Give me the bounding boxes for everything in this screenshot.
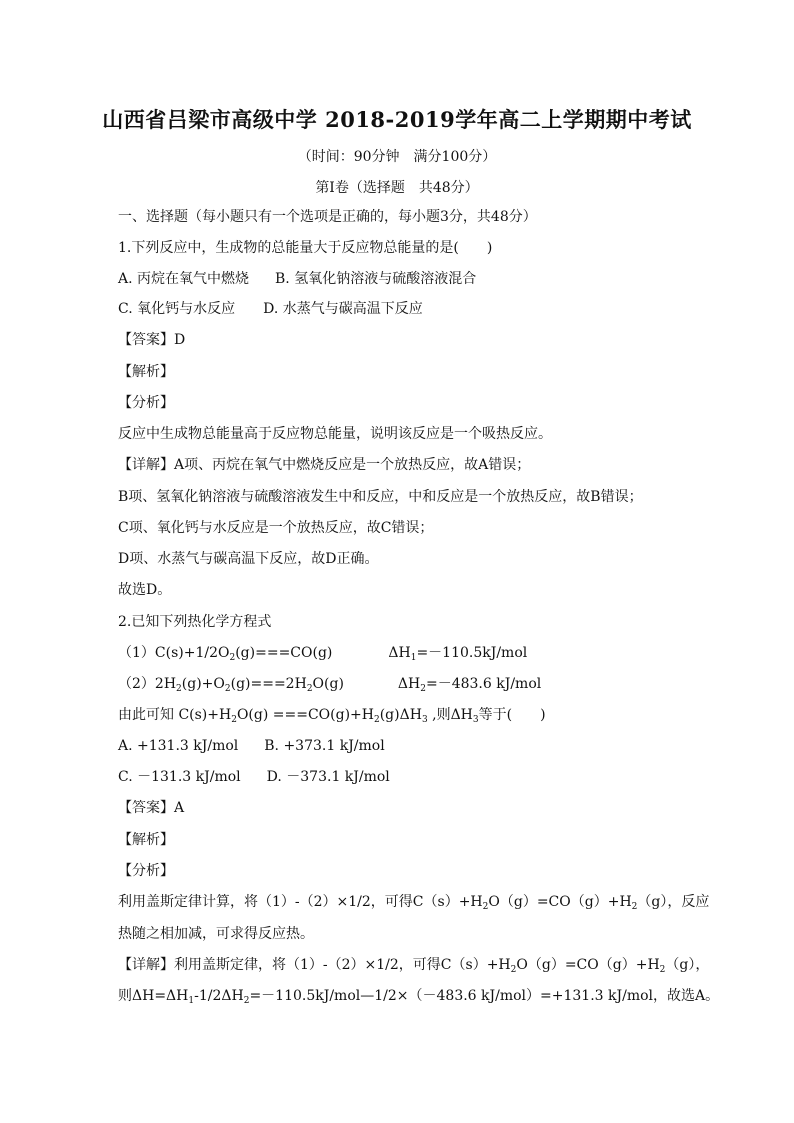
detail-text: O（g）=CO（g）+H [516,957,660,973]
time-info: （时间：90分钟 满分100分） [297,149,497,165]
question-text: ,则ΔH [427,707,473,723]
q1-stem: 1.下列反应中，生成物的总能量大于反应物总能量的是( ) [118,240,493,256]
q2-option-d: D. －373.1 kJ/mol [266,769,390,785]
subscript: 2 [243,996,250,1006]
analysis-text: （g），反应 [637,894,710,910]
subscript: 2 [482,902,489,912]
q1-conclusion: 故选D。 [118,582,172,598]
q2-jiexi-label: 【解析】 [118,832,174,848]
q2-option-c: C. －131.3 kJ/mol [118,769,241,785]
q1-option-c: C. 氧化钙与水反应 [118,301,236,317]
question-text: 由此可知 C(s)+H [118,707,232,723]
section-heading: 一、选择题（每小题只有一个选项是正确的，每小题3分，共48分） [118,209,537,225]
q1-detail-a: 【详解】A项、丙烷在氧气中燃烧反应是一个放热反应，故A错误； [118,457,531,473]
q2-analysis-line-1 [118,892,709,912]
equation-1-value: =－110.5kJ/mol [416,645,528,661]
q1-jiexi-label: 【解析】 [118,364,174,380]
question-text: (g)ΔH [379,707,422,723]
subscript: 1 [188,996,195,1006]
detail-text: 则ΔH=ΔH [118,988,189,1004]
subscript: 2 [176,684,182,694]
detail-text: 【详解】利用盖斯定律，将（1）-（2）×1/2，可得C（s）+H [118,957,511,973]
subscript: 2 [229,653,236,663]
q1-fenxi-label: 【分析】 [118,395,174,411]
q1-options-ab [118,269,476,289]
question-text: 等于( ) [478,707,546,723]
delta-h-symbol: ΔH [397,676,421,692]
q1-detail-b: B项、氢氧化钠溶液与硫酸溶液发生中和反应，中和反应是一个放热反应，故B错误； [118,489,643,505]
subscript: 2 [631,902,638,912]
detail-text: =－110.5kJ/mol—1/2×（－483.6 kJ/mol）=+131.3 kJ/mol，故选A。 [249,988,720,1004]
q2-option-b: B. +373.1 kJ/mol [264,738,385,754]
q1-detail-c: C项、氧化钙与水反应是一个放热反应，故C错误； [118,520,434,536]
q1-option-d: D. 水蒸气与碳高温下反应 [263,301,423,317]
equation-2-text: O(g) [312,676,344,692]
analysis-text: 利用盖斯定律计算，将（1）-（2）×1/2，可得C（s）+H [118,894,483,910]
detail-text: -1/2ΔH [194,988,244,1004]
equation-1-text: C(s)+1/2O [154,645,230,661]
subscript: 2 [510,965,517,975]
q1-detail-d: D项、水蒸气与碳高温下反应，故D正确。 [118,551,379,567]
delta-h-symbol: ΔH [388,645,411,661]
equation-1-text: (g)===CO(g) [235,645,333,661]
q1-option-a: A. 丙烷在氧气中燃烧 [118,271,250,287]
subscript: 2 [224,684,231,694]
q2-detail-line-2 [118,986,719,1006]
equation-2-text: 2H [154,676,177,692]
q2-detail-line-1 [118,955,709,975]
subscript: 3 [421,715,428,725]
q1-option-b: B. 氢氧化钠溶液与硫酸溶液混合 [275,271,477,287]
equation-2-text: (g)===2H [230,676,307,692]
q2-options-ab [118,736,385,756]
question-text: O(g) ===CO(g)+H [236,707,374,723]
analysis-text: O（g）=CO（g）+H [488,894,632,910]
q2-option-a: A. +131.3 kJ/mol [118,738,239,754]
q2-options-cd [118,767,390,787]
equation-2-value: =－483.6 kJ/mol [425,676,542,692]
q1-analysis: 反应中生成物总能量高于反应物总能量，说明该反应是一个吸热反应。 [118,426,552,442]
q2-stem: 2.已知下列热化学方程式 [118,614,272,630]
subscript: 2 [231,715,237,725]
q2-question [118,705,546,725]
subscript: 2 [306,684,313,694]
q2-answer: 【答案】A [118,800,185,816]
equation-2-text: (g)+O [181,676,225,692]
equation-2-number: （2） [118,676,155,692]
q2-equation-2 [118,674,541,694]
equation-1-number: （1） [118,645,155,661]
subscript: 2 [659,965,666,975]
subscript: 3 [472,715,479,725]
subscript: 1 [410,653,417,663]
q2-equation-1 [118,643,527,663]
q2-fenxi-label: 【分析】 [118,863,174,879]
page-title: 山西省吕梁市高级中学 2018-2019学年高二上学期期中考试 [102,107,692,132]
volume-heading: 第Ⅰ卷（选择题 共48分） [315,180,479,196]
detail-text: （g）， [665,957,710,973]
subscript: 2 [373,715,380,725]
q2-analysis-line-2: 热随之相加减，可求得反应热。 [118,926,314,942]
q1-answer: 【答案】D [118,332,186,348]
q1-options-cd [118,299,423,319]
subscript: 2 [420,684,426,694]
